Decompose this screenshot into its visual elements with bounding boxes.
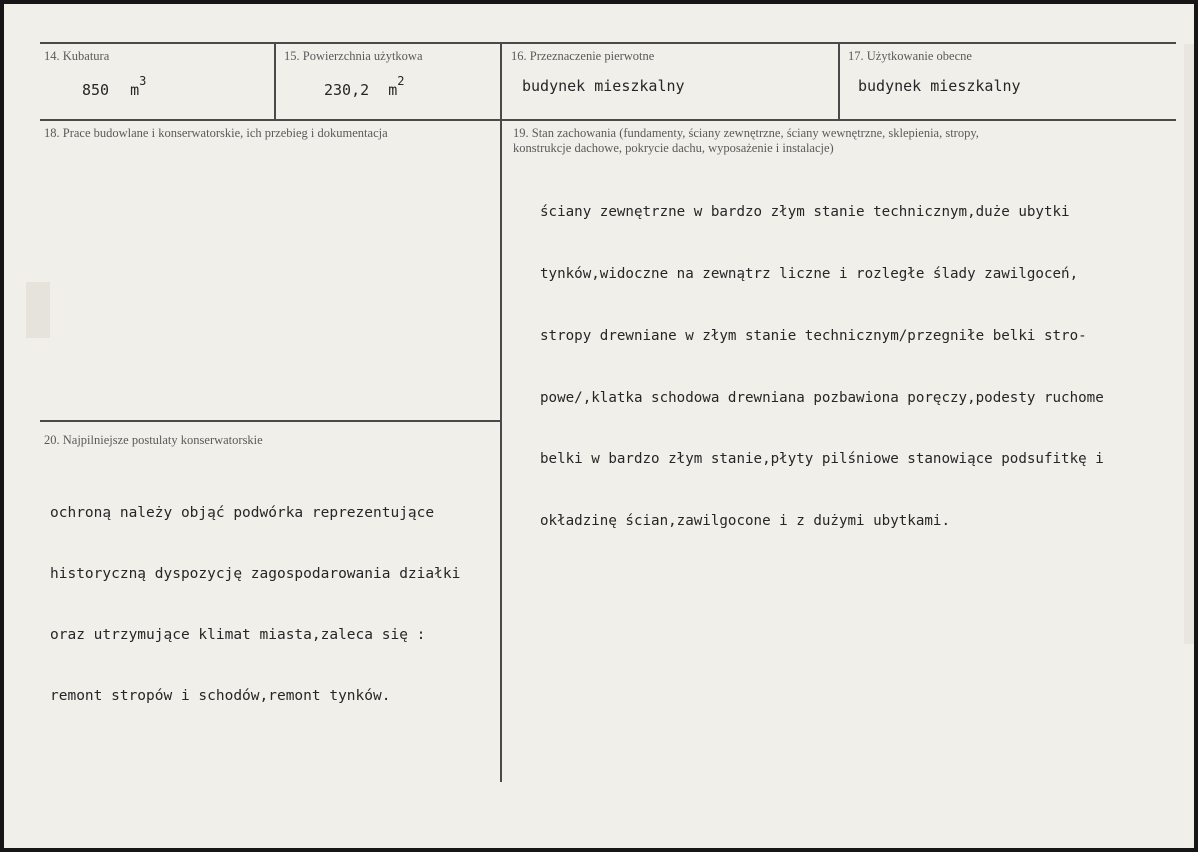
field-19-line-5: belki w bardzo złym stanie,płyty pilśniowe stanowiące podsufitkę i bbox=[540, 451, 1104, 468]
field-20-text bbox=[50, 462, 460, 748]
field-17-value: budynek mieszkalny bbox=[858, 77, 1021, 95]
field-19-line-1: ściany zewnętrzne w bardzo złym stanie technicznym,duże ubytki bbox=[540, 204, 1070, 221]
field-18-label: 18. Prace budowlane i konserwatorskie, ich przebieg i dokumentacja bbox=[44, 126, 388, 140]
field-20-line-1: ochroną należy objąć podwórka reprezentujące bbox=[50, 504, 435, 521]
field-15-value bbox=[324, 74, 405, 99]
field-20-line-2: historyczną dyspozycję zagospodarowania działki bbox=[50, 566, 461, 583]
field-19-text bbox=[540, 161, 1104, 573]
col-divider-2 bbox=[500, 44, 502, 782]
field-19-label-line-1: 19. Stan zachowania (fundamenty, ściany zewnętrzne, ściany wewnętrzne, sklepienia, stropy, bbox=[513, 126, 979, 140]
row-divider-top bbox=[40, 119, 1176, 121]
field-20-line-4: remont stropów i schodów,remont tynków. bbox=[50, 688, 391, 705]
field-19-line-3: stropy drewniane w złym stanie technicznym/przegniłe belki stro- bbox=[540, 327, 1087, 344]
field-19-line-2: tynków,widoczne na zewnątrz liczne i rozległe ślady zawilgoceń, bbox=[540, 265, 1079, 282]
field-14-number: 850 bbox=[82, 81, 110, 99]
field-15-unit: $m^2$ bbox=[388, 74, 405, 99]
field-20-label: 20. Najpilniejsze postulaty konserwatorskie bbox=[44, 433, 263, 447]
field-15-number: 230,2 bbox=[324, 81, 370, 99]
field-14-value bbox=[82, 74, 147, 99]
field-16-value: budynek mieszkalny bbox=[522, 77, 685, 95]
col-divider-1 bbox=[274, 44, 276, 120]
field-19-line-4: powe/,klatka schodowa drewniana pozbawiona poręczy,podesty ruchome bbox=[540, 389, 1104, 406]
top-rule bbox=[40, 42, 1176, 44]
field-15-label: 15. Powierzchnia użytkowa bbox=[284, 49, 423, 63]
field-19-label bbox=[513, 126, 979, 156]
field-19-line-6: okładzinę ścian,zawilgocone i z dużymi ubytkami. bbox=[540, 513, 950, 530]
field-17-label: 17. Użytkowanie obecne bbox=[848, 49, 972, 63]
field-14-unit: $m^3$ bbox=[130, 74, 147, 99]
paper-edge-shade bbox=[1184, 44, 1194, 644]
left-column-divider bbox=[40, 420, 502, 422]
field-16-label: 16. Przeznaczenie pierwotne bbox=[511, 49, 655, 63]
col-divider-3 bbox=[838, 44, 840, 120]
field-19-label-line-2: konstrukcje dachowe, pokrycie dachu, wyposażenie i instalacje) bbox=[513, 141, 834, 155]
paper-stain bbox=[26, 282, 50, 338]
field-20-line-3: oraz utrzymujące klimat miasta,zaleca się : bbox=[50, 627, 426, 644]
field-14-label: 14. Kubatura bbox=[44, 49, 110, 63]
